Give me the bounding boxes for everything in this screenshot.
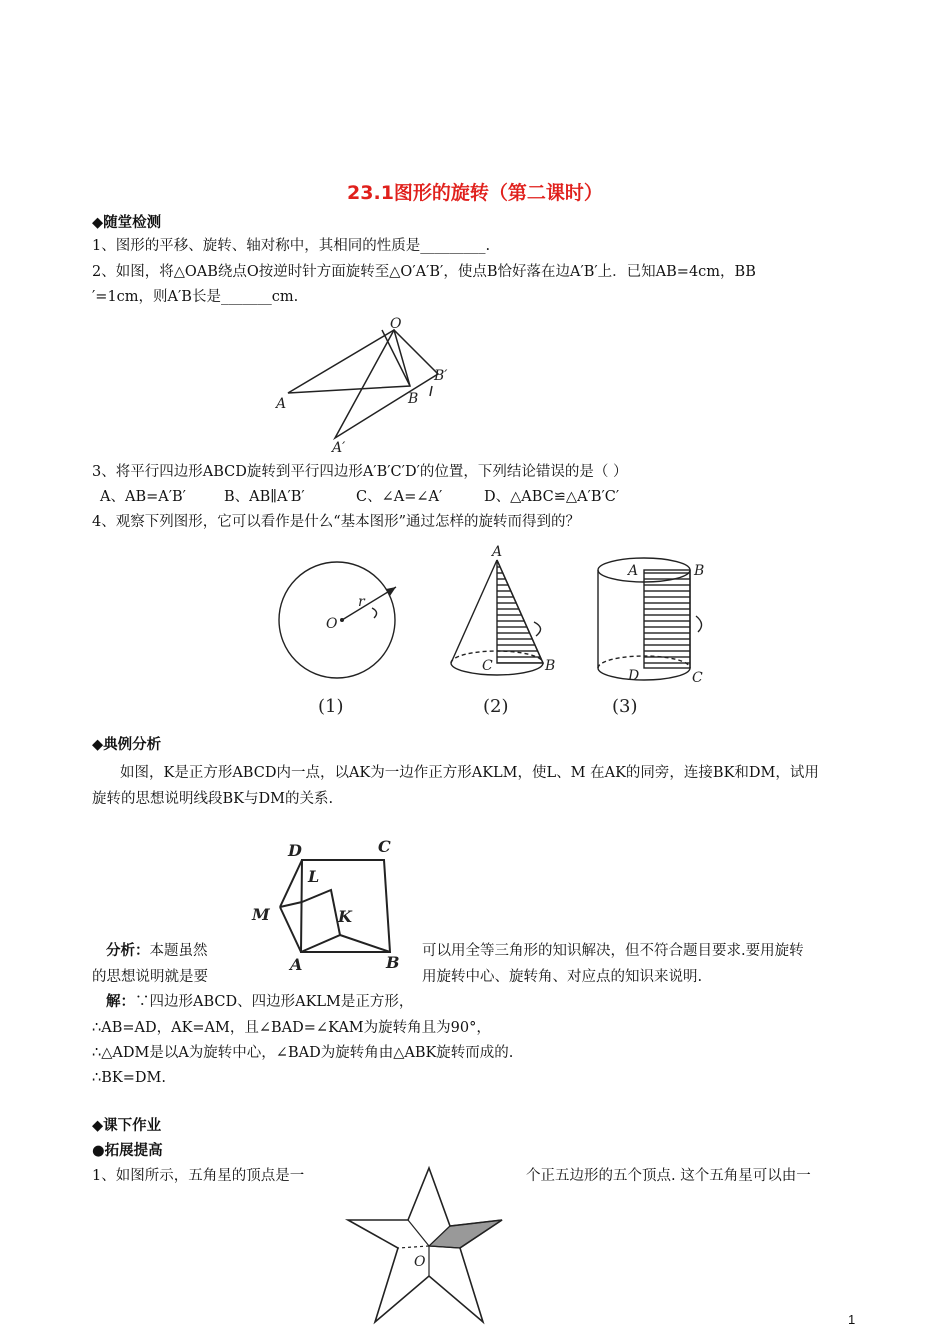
label-L: L <box>308 867 320 886</box>
analysis-text-d: 用旋转中心、旋转角、对应点的知识来说明. <box>422 969 703 985</box>
analysis-text-a: 本题虽然 <box>149 943 208 959</box>
homework-1-a: 1、如图所示，五角星的顶点是一 <box>92 1168 305 1184</box>
example-line2: 旋转的思想说明线段BK与DM的关系. <box>92 791 334 807</box>
analysis-label: 分析： <box>106 943 150 959</box>
label-cyl-A: A <box>628 563 639 579</box>
question-2-line2: ′=1cm，则A′B长是_______cm. <box>92 289 299 305</box>
q3-option-a: A、AB=A′B′ <box>100 489 186 505</box>
example-line1: 如图，K是正方形ABCD内一点，以AK为一边作正方形AKLM，使L、M 在AK的同旁，连接BK和DM，试用 <box>120 765 819 781</box>
label-A: A <box>290 955 303 972</box>
analysis-row1 <box>106 941 208 961</box>
label-M: M <box>252 905 270 924</box>
question-3: 3、将平行四边形ABCD旋转到平行四边形A′B′C′D′的位置，下列结论错误的是（ ） <box>92 464 628 480</box>
label-B: B <box>386 953 400 972</box>
label-cone-B: B <box>545 658 556 674</box>
caption-2: (2) <box>483 696 509 717</box>
question-1: 1、图形的平移、旋转、轴对称中，其相同的性质是_________. <box>92 238 491 254</box>
label-B: B <box>408 391 419 407</box>
caption-1: (1) <box>318 696 344 717</box>
analysis-text-c: 的思想说明就是要 <box>92 969 208 985</box>
section-extend: ●拓展提高 <box>92 1143 163 1159</box>
question-4: 4、观察下列图形，它可以看作是什么“基本图形”通过怎样的旋转而得到的？ <box>92 514 581 530</box>
q3-option-d: D、△ABC≌△A′B′C′ <box>484 489 620 505</box>
solution-line1: ∵四边形ABCD、四边形AKLM是正方形， <box>135 994 414 1010</box>
label-B-prime: B′ <box>434 368 448 384</box>
figure-rotation-solids <box>270 540 720 720</box>
section-homework: ◆课下作业 <box>92 1118 162 1134</box>
question-2-line1: 2、如图，将△OAB绕点O按逆时针方面旋转至△O′A′B′，使点B恰好落在边A′B′上．已知AB=4cm，BB <box>92 264 756 280</box>
label-D: D <box>288 841 302 860</box>
solution-row1 <box>106 992 413 1012</box>
label-cone-C: C <box>482 658 493 674</box>
label-circle-O: O <box>326 616 338 632</box>
label-K: K <box>338 907 352 926</box>
label-A: A <box>276 396 287 412</box>
label-A-prime: A′ <box>332 440 346 456</box>
label-O: O <box>390 316 402 332</box>
solution-line4: ∴BK=DM. <box>92 1070 166 1086</box>
section-example: ◆典例分析 <box>92 737 162 753</box>
caption-3: (3) <box>612 696 638 717</box>
analysis-text-b: 可以用全等三角形的知识解决，但不符合题目要求.要用旋转 <box>422 943 804 959</box>
figure-star <box>340 1162 540 1344</box>
label-star-O: O <box>414 1254 426 1270</box>
section-quiz: ◆随堂检测 <box>92 215 162 231</box>
page-title: 23.1图形的旋转（第二课时） <box>347 182 603 204</box>
q3-option-b: B、AB∥A′B′ <box>224 489 305 505</box>
solution-label: 解： <box>106 994 135 1010</box>
label-cyl-C: C <box>692 670 703 686</box>
label-cone-A: A <box>492 544 503 560</box>
label-cyl-B: B <box>694 563 705 579</box>
homework-1-b: 个正五边形的五个顶点. 这个五角星可以由一 <box>526 1168 811 1184</box>
figure-rotation-triangles <box>270 310 470 460</box>
label-C: C <box>378 837 391 856</box>
label-cyl-D: D <box>628 668 640 684</box>
figure-squares <box>246 832 416 972</box>
label-r: r <box>358 594 365 610</box>
solution-line2: ∴AB=AD，AK=AM，且∠BAD=∠KAM为旋转角且为90°， <box>92 1020 491 1036</box>
solution-line3: ∴△ADM是以A为旋转中心，∠BAD为旋转角由△ABK旋转而成的. <box>92 1045 514 1061</box>
page-number: 1 <box>848 1312 856 1327</box>
q3-option-c: C、∠A=∠A′ <box>356 489 443 505</box>
